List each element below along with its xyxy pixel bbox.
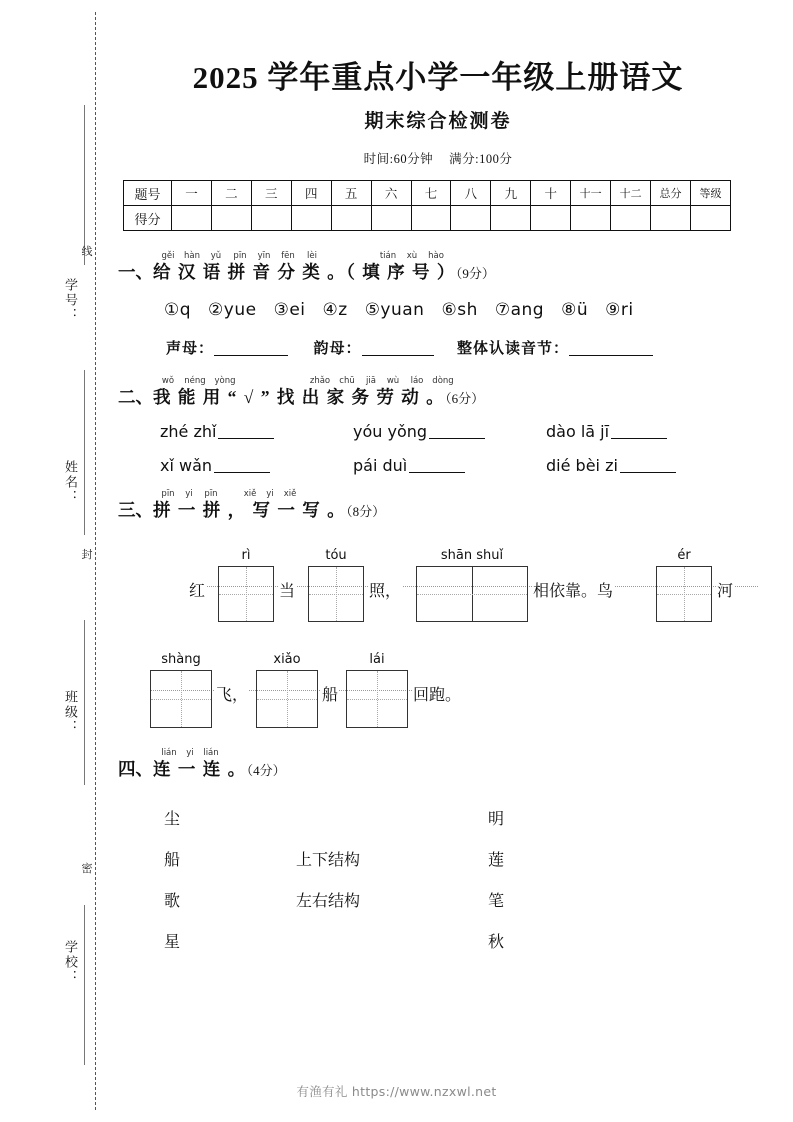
question-2-heading xyxy=(118,388,758,407)
option-5[interactable]: ⑤yuan xyxy=(364,300,425,321)
word-label-paidui: pái duì xyxy=(353,455,408,475)
option-6[interactable]: ⑥sh xyxy=(441,300,478,321)
word-cell-xiwan xyxy=(160,456,353,475)
score-cell-12[interactable] xyxy=(611,206,651,231)
exam-meta xyxy=(118,149,758,167)
question-2-points: （6分） xyxy=(445,391,485,407)
match-right-column xyxy=(488,799,504,963)
option-2[interactable]: ②yue xyxy=(208,300,257,321)
seal-char-feng: 封 xyxy=(81,549,93,561)
blank-label-zhengti: 整体认读音节： xyxy=(457,341,570,358)
match-left-item-3[interactable]: 歌 xyxy=(164,893,181,910)
seal-dashed-line xyxy=(95,12,96,1110)
table-row-headers xyxy=(124,181,731,206)
field-student-number[interactable]: 学号： xyxy=(63,278,78,323)
sentence-text-huipao: 回跑。 xyxy=(412,682,462,705)
score-col-5: 五 xyxy=(331,181,371,206)
field-school[interactable]: 学校： xyxy=(63,940,78,985)
word-label-xiwan: xǐ wǎn xyxy=(160,455,213,475)
word-cell-zhezhi xyxy=(160,422,353,441)
question-4-pinyin: lián yi lián xyxy=(161,747,219,758)
option-3[interactable]: ③ei xyxy=(273,300,306,321)
question-1-blanks xyxy=(166,337,758,358)
sentence-text-hong: 红 xyxy=(188,578,206,601)
question-3 xyxy=(118,488,758,744)
tianzige-box-xiao[interactable] xyxy=(256,670,318,728)
match-right-item-3[interactable]: 笔 xyxy=(488,893,505,910)
question-1-number: 一、 xyxy=(118,262,153,282)
word-blank-xiwan[interactable] xyxy=(214,459,270,473)
match-middle-item-1 xyxy=(296,799,360,840)
score-cell-11[interactable] xyxy=(571,206,611,231)
blank-label-shengmu: 声母： xyxy=(166,341,215,358)
sentence-text-chuan: 船 xyxy=(321,682,339,705)
word-row-1 xyxy=(160,422,740,441)
blank-input-shengmu[interactable] xyxy=(214,340,288,356)
score-col-12: 十二 xyxy=(611,181,651,206)
tianzige-pinyin-tou: tóu xyxy=(325,547,347,563)
question-4-number: 四、 xyxy=(118,758,153,779)
score-col-4: 四 xyxy=(291,181,331,206)
word-cell-paidui xyxy=(353,456,546,475)
question-2-pinyin: wǒ néng yòng zhǎo chū jiā wù láo dòng xyxy=(161,376,454,387)
seal-rule-2 xyxy=(84,370,85,535)
sentence-text-fei: 飞， xyxy=(215,682,249,705)
word-blank-paidui[interactable] xyxy=(409,459,465,473)
score-table-label-item: 题号 xyxy=(124,181,172,206)
question-4-match-area xyxy=(148,799,568,969)
word-label-daolaji: dào lā jī xyxy=(546,421,610,441)
tianzige-pinyin-ri: rì xyxy=(241,547,251,563)
score-col-grade: 等级 xyxy=(690,181,730,206)
tianzige-pinyin-xiao: xiǎo xyxy=(273,651,301,667)
word-blank-zhezhi[interactable] xyxy=(218,425,274,439)
score-cell-10[interactable] xyxy=(531,206,571,231)
word-cell-diebeizi xyxy=(546,456,739,475)
tianzige-pinyin-shang: shàng xyxy=(161,651,201,667)
score-col-6: 六 xyxy=(371,181,411,206)
total-points: 满分:100分 xyxy=(449,152,513,166)
match-middle-item-3[interactable]: 左右结构 xyxy=(296,893,361,910)
question-1-pinyin: gěi hàn yǔ pīn yīn fēn lèi tián xù hào xyxy=(161,251,444,261)
tianzige-box-shang[interactable] xyxy=(150,670,212,728)
option-1[interactable]: ①q xyxy=(164,300,192,321)
blank-input-zhengti[interactable] xyxy=(569,340,653,356)
option-8[interactable]: ⑧ü xyxy=(561,300,589,321)
question-2 xyxy=(118,376,758,475)
question-2-title: 我 能 用 “ √ ” 找 出 家 务 劳 动 。 xyxy=(153,387,446,408)
tianzige-box-tou[interactable] xyxy=(308,566,364,622)
option-4[interactable]: ④z xyxy=(322,300,348,321)
sentence-text-dang: 当 xyxy=(278,578,296,601)
blank-input-yunmu[interactable] xyxy=(362,340,434,356)
page-title: 2025 学年重点小学一年级上册语文 xyxy=(192,60,684,95)
blank-label-yunmu: 韵母： xyxy=(313,341,362,358)
word-cell-youyong xyxy=(353,422,546,441)
score-cell-4[interactable] xyxy=(291,206,331,231)
score-cell-8[interactable] xyxy=(451,206,491,231)
tianzige-pinyin-er: ér xyxy=(677,547,691,563)
option-7[interactable]: ⑦ang xyxy=(494,300,545,321)
question-3-number: 三、 xyxy=(118,499,153,520)
match-left-item-4[interactable]: 星 xyxy=(164,934,181,951)
match-left-column xyxy=(164,799,180,963)
match-middle-column xyxy=(296,799,360,963)
seal-rule-1 xyxy=(84,105,85,265)
match-left-item-1[interactable]: 尘 xyxy=(164,811,181,828)
seal-rule-3 xyxy=(84,620,85,785)
question-1-title: 给 汉 语 拼 音 分 类 。（ 填 序 号 ） xyxy=(153,262,456,282)
word-label-diebeizi: dié bèi zi xyxy=(546,455,618,475)
match-middle-item-4 xyxy=(296,922,360,963)
score-col-3: 三 xyxy=(251,181,291,206)
score-cell-2[interactable] xyxy=(211,206,251,231)
match-left-item-2[interactable]: 船 xyxy=(164,852,181,869)
tianzige-box-ri[interactable] xyxy=(218,566,274,622)
word-row-2 xyxy=(160,456,740,475)
score-col-8: 八 xyxy=(451,181,491,206)
word-label-youyong: yóu yǒng xyxy=(353,421,428,441)
score-cell-9[interactable] xyxy=(491,206,531,231)
question-1-points: （9分） xyxy=(455,266,495,281)
option-9[interactable]: ⑨ri xyxy=(605,300,634,321)
question-3-pinyin: pīn yi pīn xiě yi xiě xyxy=(161,488,297,499)
seal-char-xian: 线 xyxy=(81,246,93,258)
question-2-word-grid xyxy=(160,422,740,475)
score-col-2: 二 xyxy=(211,181,251,206)
time-limit: 时间:60分钟 xyxy=(363,152,434,166)
tianzige-pinyin-lai: lái xyxy=(369,651,385,667)
sentence-text-xiangyikao: 相依靠。鸟 xyxy=(532,578,614,601)
score-col-10: 十 xyxy=(531,181,571,206)
question-4-points: （4分） xyxy=(246,762,286,778)
score-cell-total[interactable] xyxy=(651,206,691,231)
sentence-text-he: 河 xyxy=(716,578,734,601)
question-3-heading xyxy=(118,501,758,520)
question-3-points: （8分） xyxy=(346,503,386,519)
score-col-total: 总分 xyxy=(651,181,691,206)
tianzige-box-shanshui[interactable] xyxy=(416,566,528,622)
score-cell-1[interactable] xyxy=(172,206,212,231)
question-4-heading xyxy=(118,760,758,779)
question-1 xyxy=(118,251,758,358)
word-blank-diebeizi[interactable] xyxy=(620,459,676,473)
tianzige-pinyin-shanshui: shān shuǐ xyxy=(440,547,504,563)
match-middle-item-2[interactable]: 上下结构 xyxy=(296,852,361,869)
question-1-options xyxy=(164,300,758,320)
tianzige-row-1 xyxy=(118,540,758,636)
field-name[interactable]: 姓名： xyxy=(63,460,78,505)
tianzige-row-2 xyxy=(118,644,758,744)
seal-rule-4 xyxy=(84,905,85,1065)
page-subtitle: 期末综合检测卷 xyxy=(364,111,512,132)
tianzige-box-lai[interactable] xyxy=(346,670,408,728)
table-row-scores xyxy=(124,206,731,231)
score-cell-3[interactable] xyxy=(251,206,291,231)
word-label-zhezhi: zhé zhǐ xyxy=(160,421,217,441)
score-cell-grade[interactable] xyxy=(690,206,730,231)
score-cell-7[interactable] xyxy=(411,206,451,231)
score-col-9: 九 xyxy=(491,181,531,206)
word-blank-daolaji[interactable] xyxy=(611,425,667,439)
sentence-text-zhao: 照， xyxy=(368,578,402,601)
score-col-1: 一 xyxy=(172,181,212,206)
question-1-heading xyxy=(118,263,758,282)
footer-watermark: 有渔有礼 https://www.nzxwl.net xyxy=(296,1084,497,1099)
word-blank-youyong[interactable] xyxy=(429,425,485,439)
word-cell-daolaji xyxy=(546,422,739,441)
question-4 xyxy=(118,747,758,969)
question-2-number: 二、 xyxy=(118,387,153,408)
score-cell-5[interactable] xyxy=(331,206,371,231)
question-3-title: 拼 一 拼 ， 写 一 写 。 xyxy=(153,499,347,520)
seal-char-mi: 密 xyxy=(81,863,93,875)
score-table-label-score: 得分 xyxy=(124,206,172,231)
field-class[interactable]: 班级： xyxy=(63,690,78,735)
match-right-item-1[interactable]: 明 xyxy=(488,811,505,828)
match-right-item-2[interactable]: 莲 xyxy=(488,852,505,869)
score-cell-6[interactable] xyxy=(371,206,411,231)
tianzige-box-er[interactable] xyxy=(656,566,712,622)
score-col-11: 十一 xyxy=(571,181,611,206)
question-4-title: 连 一 连 。 xyxy=(153,758,247,779)
match-right-item-4[interactable]: 秋 xyxy=(488,934,505,951)
score-table xyxy=(123,180,731,231)
score-col-7: 七 xyxy=(411,181,451,206)
